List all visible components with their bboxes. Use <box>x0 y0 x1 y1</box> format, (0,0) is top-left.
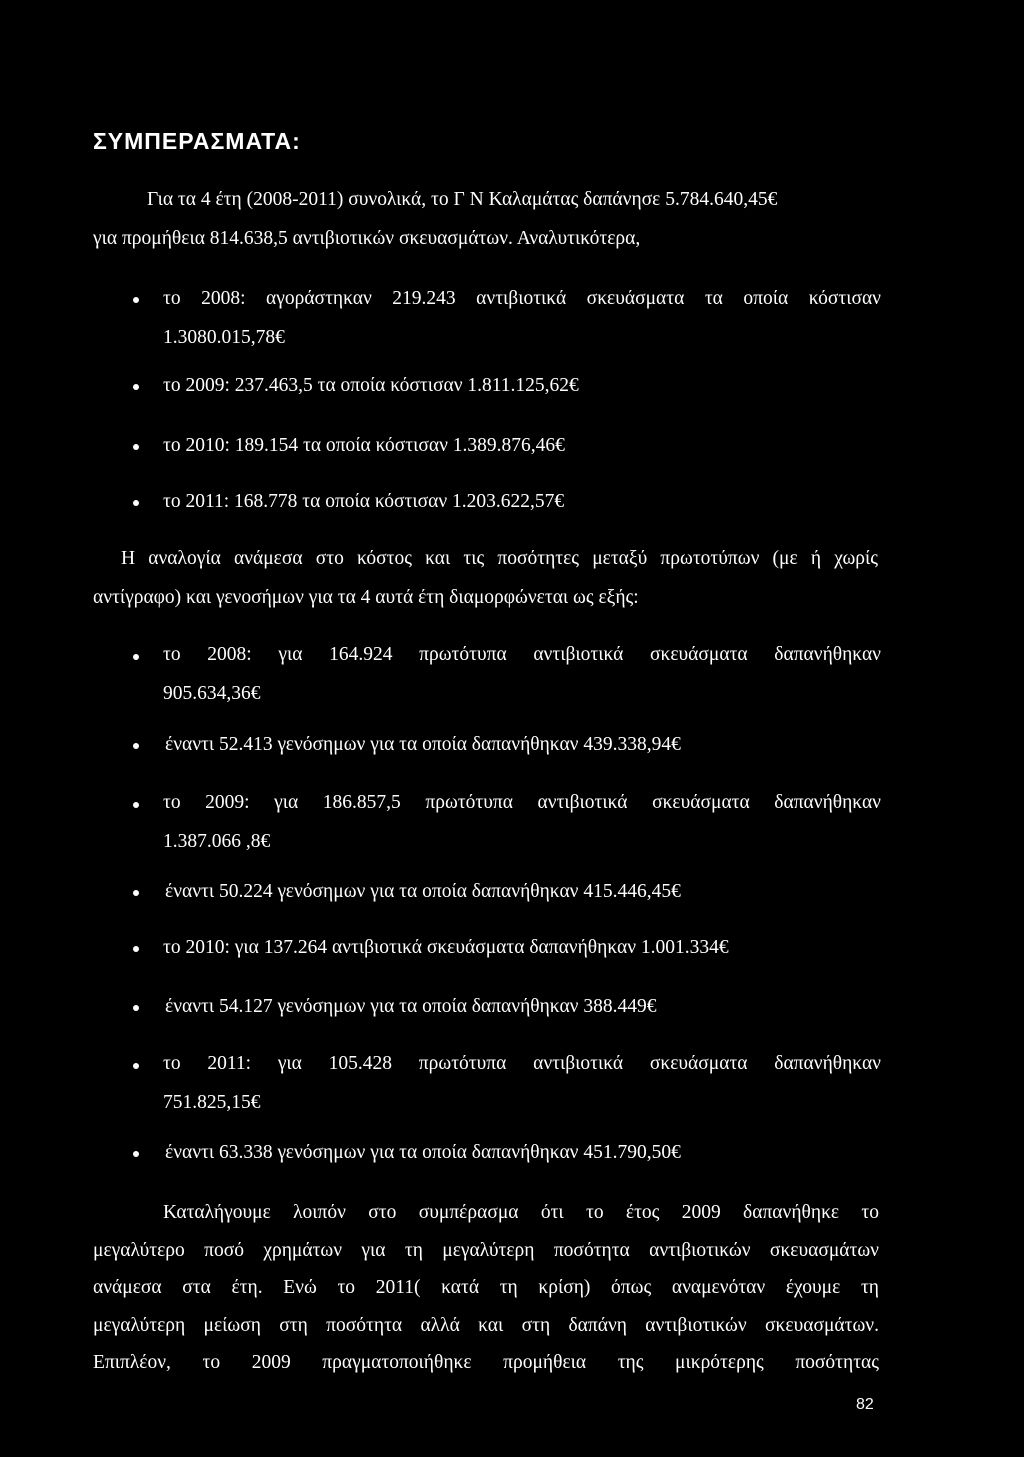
conclusion-line-2: μεγαλύτερο ποσό χρημάτων για τη μεγαλύτερη ποσότητα αντιβιοτικών σκευασμάτων <box>93 1240 879 1261</box>
list2-item-2011-generics: έναντι 63.338 γενόσημων για τα οποία δαπανήθηκαν 451.790,50€ <box>165 1142 681 1163</box>
page-number: 82 <box>856 1396 874 1413</box>
bullet-icon <box>133 500 139 506</box>
bullet-icon <box>133 444 139 450</box>
list2-item-2011-originals-line-1: το 2011: για 105.428 πρωτότυπα αντιβιοτικά σκευάσματα δαπανήθηκαν <box>163 1053 881 1074</box>
bullet-icon <box>133 1063 139 1069</box>
conclusion-line-4: μεγαλύτερη μείωση στη ποσότητα αλλά και στη δαπάνη αντιβιοτικών σκευασμάτων. <box>93 1315 879 1336</box>
section-heading: ΣΥΜΠΕΡΑΣΜΑΤΑ: <box>93 128 301 154</box>
list2-item-2008-originals-line-1: το 2008: για 164.924 πρωτότυπα αντιβιοτικά σκευάσματα δαπανήθηκαν <box>163 644 881 665</box>
intro-line-1: Για τα 4 έτη (2008-2011) συνολικά, το Γ Ν Καλαμάτας δαπάνησε 5.784.640,45€ <box>147 189 778 210</box>
list1-item-2009: το 2009: 237.463,5 τα οποία κόστισαν 1.811.125,62€ <box>163 375 579 396</box>
bullet-icon <box>133 946 139 952</box>
list1-item-2010: το 2010: 189.154 τα οποία κόστισαν 1.389.876,46€ <box>163 435 565 456</box>
list2-item-2009-originals-line-2: 1.387.066 ,8€ <box>163 831 271 852</box>
list2-item-2008-originals-line-2: 905.634,36€ <box>163 683 261 704</box>
list2-item-2011-originals-line-2: 751.825,15€ <box>163 1092 261 1113</box>
conclusion-line-3: ανάμεσα στα έτη. Ενώ το 2011( κατά τη κρίση) όπως αναμενόταν έχουμε τη <box>93 1277 879 1298</box>
bullet-icon <box>133 1151 139 1157</box>
bullet-icon <box>133 654 139 660</box>
ratio-paragraph-line-2: αντίγραφο) και γενοσήμων για τα 4 αυτά έτη διαμορφώνεται ως εξής: <box>93 587 639 608</box>
list1-item-2011: το 2011: 168.778 τα οποία κόστισαν 1.203.622,57€ <box>163 491 565 512</box>
bullet-icon <box>133 743 139 749</box>
list2-item-2010-originals: το 2010: για 137.264 αντιβιοτικά σκευάσματα δαπανήθηκαν 1.001.334€ <box>163 937 729 958</box>
ratio-paragraph-line-1: Η αναλογία ανάμεσα στο κόστος και τις ποσότητες μεταξύ πρωτοτύπων (με ή χωρίς <box>121 548 878 569</box>
intro-line-2: για προμήθεια 814.638,5 αντιβιοτικών σκευασμάτων. Αναλυτικότερα, <box>93 228 641 249</box>
bullet-icon <box>133 890 139 896</box>
conclusion-line-1: Καταλήγουμε λοιπόν στο συμπέρασμα ότι το έτος 2009 δαπανήθηκε το <box>163 1202 879 1223</box>
list2-item-2009-generics: έναντι 50.224 γενόσημων για τα οποία δαπανήθηκαν 415.446,45€ <box>165 881 681 902</box>
list1-item-2008-line-2: 1.3080.015,78€ <box>163 327 285 348</box>
list1-item-2008-line-1: το 2008: αγοράστηκαν 219.243 αντιβιοτικά σκευάσματα τα οποία κόστισαν <box>163 288 881 309</box>
bullet-icon <box>133 1005 139 1011</box>
conclusion-line-5: Επιπλέον, το 2009 πραγματοποιήθηκε προμήθεια της μικρότερης ποσότητας <box>93 1352 879 1373</box>
list2-item-2009-originals-line-1: το 2009: για 186.857,5 πρωτότυπα αντιβιοτικά σκευάσματα δαπανήθηκαν <box>163 792 881 813</box>
bullet-icon <box>133 297 139 303</box>
list2-item-2008-generics: έναντι 52.413 γενόσημων για τα οποία δαπανήθηκαν 439.338,94€ <box>165 734 681 755</box>
list2-item-2010-generics: έναντι 54.127 γενόσημων για τα οποία δαπανήθηκαν 388.449€ <box>165 996 657 1017</box>
bullet-icon <box>133 384 139 390</box>
bullet-icon <box>133 802 139 808</box>
